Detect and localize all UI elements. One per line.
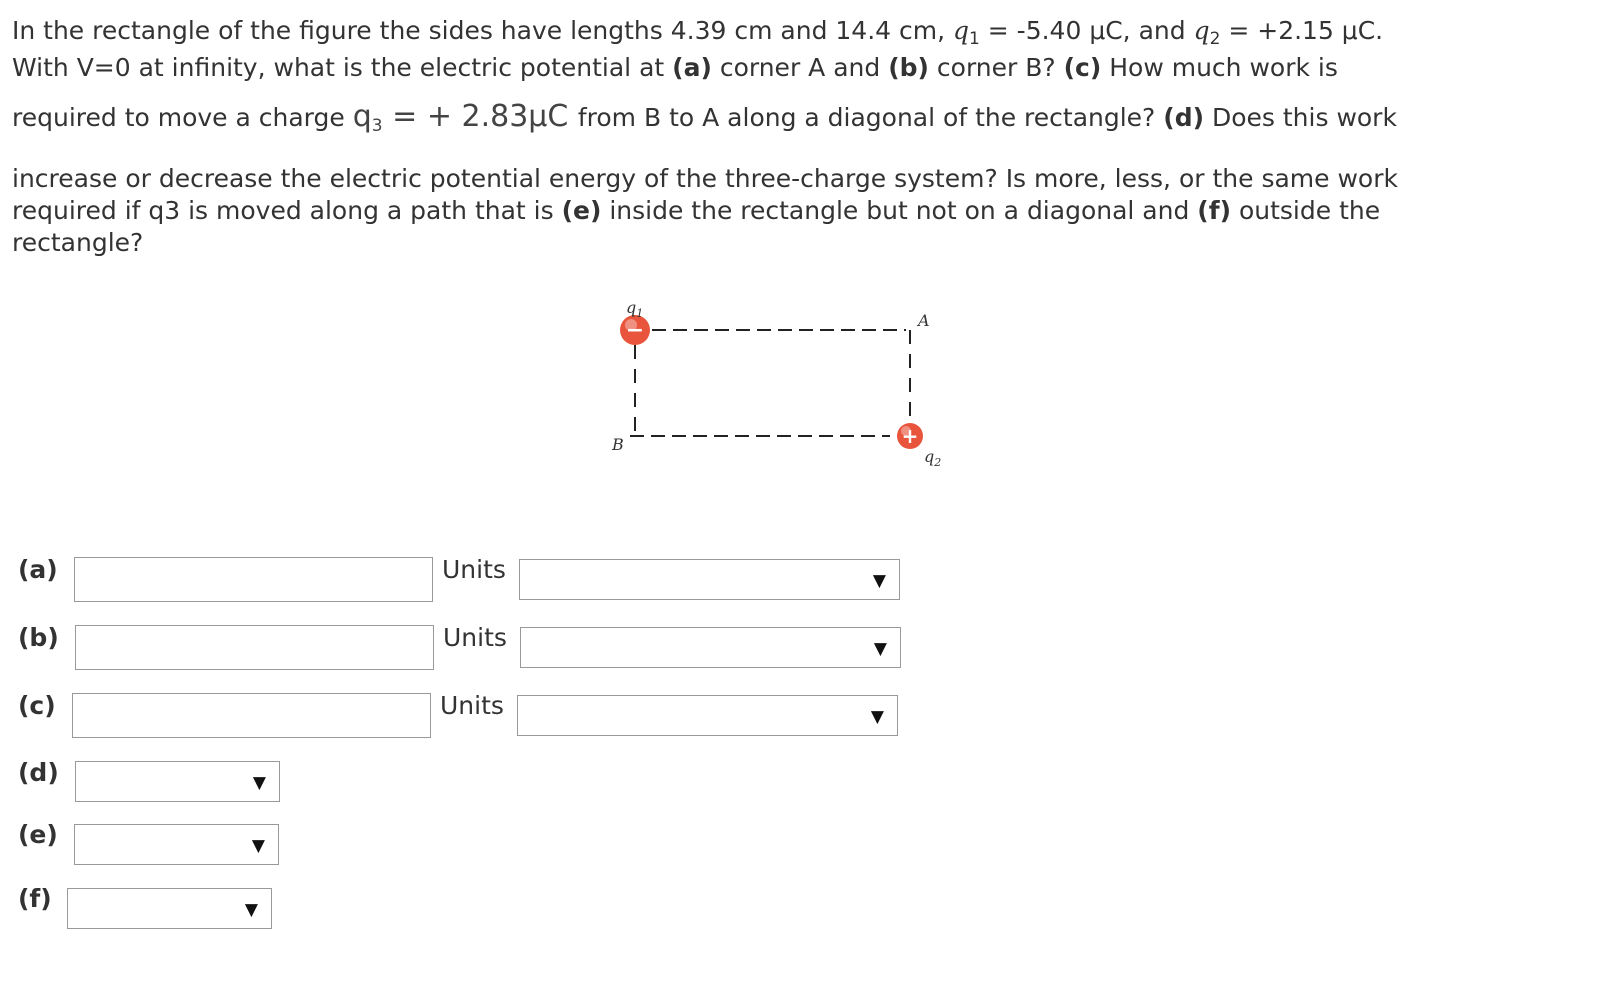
answer-label-e: (e) [18, 820, 58, 849]
dropdown-arrow-icon: ▼ [872, 571, 886, 591]
answer-f-select[interactable] [67, 888, 272, 929]
units-label-b: Units [443, 623, 507, 652]
dropdown-arrow-icon: ▼ [244, 900, 258, 920]
question-line-6: rectangle? [12, 228, 144, 257]
answer-e-select[interactable] [74, 824, 279, 865]
q1-sign: − [625, 318, 645, 343]
units-c-select[interactable] [517, 695, 898, 736]
units-label-a: Units [442, 555, 506, 584]
dropdown-arrow-icon: ▼ [251, 836, 265, 856]
question-line-3: required to move a charge $q_3$ = + 2.83μC from B to A along a diagonal of the rectangle? (d) Does this work [12, 99, 1397, 136]
q3-expression: $q_3$ = + 2.83μC [352, 99, 578, 136]
question-line-4: increase or decrease the electric potential energy of the three-charge system? Is more, less, or the same work [12, 164, 1398, 193]
rectangle-charge-figure [590, 290, 970, 480]
corner-b-label: B [612, 435, 624, 454]
question-line-5: required if q3 is moved along a path that is (e) inside the rectangle but not on a diagonal and (f) outside the [12, 196, 1381, 225]
answer-label-a: (a) [18, 555, 58, 584]
answer-a-input[interactable] [74, 557, 433, 602]
q2-charge [897, 423, 923, 449]
answer-c-input[interactable] [72, 693, 431, 738]
answer-label-c: (c) [18, 691, 56, 720]
units-a-select[interactable] [519, 559, 900, 600]
dropdown-arrow-icon: ▼ [870, 707, 884, 727]
dropdown-arrow-icon: ▼ [873, 639, 887, 659]
answer-label-f: (f) [18, 884, 52, 913]
corner-a-label: A [918, 311, 930, 330]
answer-label-d: (d) [18, 758, 59, 787]
answer-b-input[interactable] [75, 625, 434, 670]
question-line-2: With V=0 at infinity, what is the electric potential at (a) corner A and (b) corner B? (c) How much work is [12, 53, 1338, 82]
answer-label-b: (b) [18, 623, 59, 652]
q2-sign: + [901, 424, 919, 448]
q1-charge [620, 315, 650, 345]
units-label-c: Units [440, 691, 504, 720]
question-line-1: In the rectangle of the figure the sides have lengths 4.39 cm and 14.4 cm, $q_1 = -5.40$ μC, and $q_2 = +2.15$ μC. [12, 16, 1384, 49]
dropdown-arrow-icon: ▼ [252, 773, 266, 793]
q2-label: $q_2$ [924, 447, 942, 469]
answer-d-select[interactable] [75, 761, 280, 802]
q1-label: $q_1$ [626, 298, 644, 320]
units-b-select[interactable] [520, 627, 901, 668]
